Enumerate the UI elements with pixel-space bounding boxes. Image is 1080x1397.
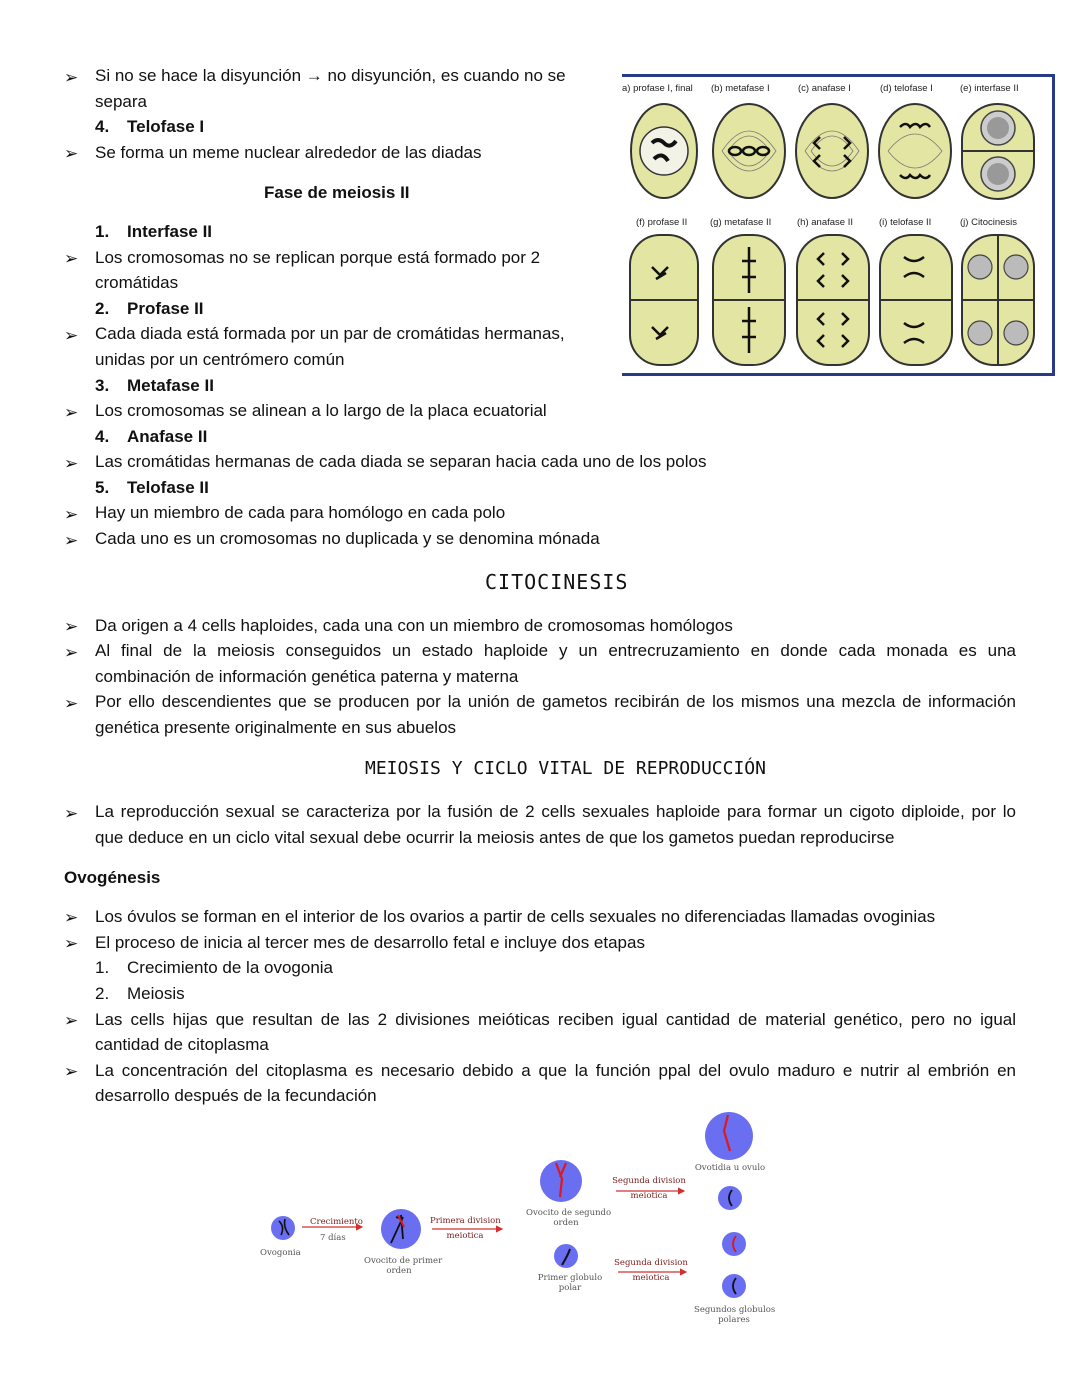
text-line: cantidad de citoplasma <box>95 1035 269 1054</box>
step-label: Meiosis <box>127 984 185 1003</box>
bullet-arrow: ➢ <box>64 531 79 550</box>
text-line: Las cells hijas que resultan de las 2 divisiones meióticas reciben igual cantidad de material genético, pero no igual <box>95 1010 1016 1029</box>
step-number: 4. <box>95 427 110 446</box>
text-line: Las cromátidas hermanas de cada diada se separan hacia cada uno de los polos <box>95 452 707 471</box>
figure-label: (f) profase II <box>636 217 688 228</box>
text-line: Los óvulos se forman en el interior de los ovarios a partir de cells sexuales no diferenciadas llamadas ovoginias <box>95 907 936 926</box>
text-line: Se forma un meme nuclear alrededor de las diadas <box>95 143 482 162</box>
ovogonia-label: Ovogonia <box>260 1248 301 1258</box>
bullet-arrow: ➢ <box>64 68 79 87</box>
text-line: El proceso de inicia al tercer mes de desarrollo fetal e incluye dos etapas <box>95 933 645 952</box>
step-label: Crecimiento de la ovogonia <box>127 958 334 977</box>
text-line: cromátidas <box>95 273 179 292</box>
segunda-division-label <box>612 1176 686 1201</box>
text-line: desarrollo después de la fecundación <box>95 1086 377 1105</box>
cell-anafase-I <box>796 104 868 198</box>
segunda-division-line: meiotica <box>632 1273 670 1283</box>
step-number: 4. <box>95 117 110 136</box>
text-line: Cada diada está formada por un par de cromátidas hermanas, <box>95 324 565 343</box>
figure-label: (h) anafase II <box>797 217 853 228</box>
figure-label: (e) interfase II <box>960 83 1019 94</box>
segunda-division-line: Segunda division <box>614 1258 688 1268</box>
ovocito1-line: orden <box>386 1266 412 1276</box>
crecimiento-label: Crecimiento <box>310 1217 363 1227</box>
figure-label: (c) anafase I <box>798 83 851 94</box>
step-label: Profase II <box>127 299 204 318</box>
segunda-division-line: meiotica <box>630 1191 668 1201</box>
step-label: Metafase II <box>127 376 214 395</box>
dias-label: 7 días <box>320 1233 346 1243</box>
primer-globulo-label <box>534 1273 606 1293</box>
step-label: Telofase I <box>127 117 205 136</box>
figure-label: (g) metafase II <box>710 217 772 228</box>
bullet-arrow: ➢ <box>64 403 79 422</box>
bullet-arrow: ➢ <box>64 505 79 524</box>
bullet-arrow: ➢ <box>64 249 79 268</box>
primer-globulo-line: Primer globulo <box>537 1273 603 1283</box>
text-line: genética presente originalmente en sus abuelos <box>95 718 457 737</box>
segundo-globulo-cell <box>718 1186 742 1210</box>
step-number: 2. <box>95 299 110 318</box>
figure-label: (b) metafase I <box>711 83 770 94</box>
step-number: 1. <box>95 222 110 241</box>
step-number: 3. <box>95 376 110 395</box>
bullet-arrow: ➢ <box>64 144 79 163</box>
ovocito2-line: orden <box>553 1218 579 1228</box>
segunda-division-line: Segunda division <box>612 1176 686 1186</box>
figure-label: (j) Citocinesis <box>960 217 1018 228</box>
step-label: Anafase II <box>127 427 208 446</box>
primera-division-label <box>430 1216 500 1241</box>
primer-globulo-line: polar <box>558 1283 582 1293</box>
text-line: Si no se hace la disyunción → no disyunción, es cuando no se <box>95 66 566 85</box>
figure-label: (d) telofase I <box>880 83 933 94</box>
bullet-arrow: ➢ <box>64 1011 79 1030</box>
section-title: MEIOSIS Y CICLO VITAL DE REPRODUCCIÓN <box>365 758 766 779</box>
ovotidia-label: Ovotidia u ovulo <box>694 1163 766 1173</box>
figure-label: a) profase I, final <box>622 83 693 94</box>
section-heading: Ovogénesis <box>64 868 161 887</box>
text-line: Da origen a 4 cells haploides, cada una con un miembro de cromosomas homólogos <box>95 616 733 635</box>
bullet-arrow: ➢ <box>64 617 79 636</box>
figure-label: (i) telofase II <box>879 217 932 228</box>
bullet-arrow: ➢ <box>64 908 79 927</box>
bullet-arrow: ➢ <box>64 934 79 953</box>
segunda-division-label <box>614 1258 688 1283</box>
segundos-globulos-line: polares <box>718 1315 750 1325</box>
meiosis-cells-drawing <box>622 77 1052 373</box>
text-line: unidas por un centrómero común <box>95 350 345 369</box>
bullet-arrow: ➢ <box>64 804 79 823</box>
bullet-arrow: ➢ <box>64 643 79 662</box>
primera-division-line: meiotica <box>446 1231 484 1241</box>
primera-division-line: Primera division <box>430 1216 501 1226</box>
step-label: Interfase II <box>127 222 213 241</box>
text-line: La reproducción sexual se caracteriza por la fusión de 2 cells sexuales haploide para formar un cigoto diploide, por lo <box>95 802 1016 821</box>
ovogenesis-figure <box>250 1105 790 1335</box>
ovocito2-label <box>526 1208 612 1228</box>
text-line: Al final de la meiosis conseguidos un estado haploide y un entrecruzamiento en donde cada monada es una <box>95 641 1016 660</box>
ovocito1-line: Ovocito de primer <box>364 1256 443 1266</box>
text-line: Los cromosomas se alinean a lo largo de la placa ecuatorial <box>95 401 547 420</box>
text-line: Hay un miembro de cada para homólogo en cada polo <box>95 503 506 522</box>
ovocito1-label <box>364 1256 443 1276</box>
step-label: Telofase II <box>127 478 209 497</box>
ovotidia-cell <box>705 1112 753 1160</box>
meiosis-figure <box>622 74 1055 376</box>
segundo-globulo-cell <box>722 1232 746 1256</box>
step-number: 5. <box>95 478 110 497</box>
text-line: Cada uno es un cromosomas no duplicada y se denomina mónada <box>95 529 600 548</box>
text-line: que deduce en un ciclo vital sexual debe ocurrir la meiosis antes de que los gametos puedan reproducirse <box>95 828 895 847</box>
ovocito2-line: Ovocito de segundo <box>526 1208 612 1218</box>
text-line: Los cromosomas no se replican porque está formado por 2 <box>95 248 541 267</box>
segundo-globulo-cell <box>722 1274 746 1298</box>
text-line: Por ello descendientes que se producen por la unión de gametos recibirán de los mismos una mezcla de información <box>95 692 1016 711</box>
text-line: combinación de información genética paterna y materna <box>95 667 519 686</box>
bullet-arrow: ➢ <box>64 694 79 713</box>
text-line: separa <box>95 92 147 111</box>
section-title: CITOCINESIS <box>485 570 629 594</box>
cell-metafase-I <box>713 104 785 198</box>
bullet-arrow: ➢ <box>64 326 79 345</box>
section-heading: Fase de meiosis II <box>264 183 410 202</box>
step-number: 2. <box>95 984 110 1003</box>
bullet-arrow: ➢ <box>64 454 79 473</box>
segundos-globulos-label <box>694 1305 774 1325</box>
bullet-arrow: ➢ <box>64 1062 79 1081</box>
text-line: La concentración del citoplasma es necesario debido a que la función ppal del ovulo maduro e nutrir al embrión en <box>95 1061 1016 1080</box>
segundos-globulos-line: Segundos globulos <box>694 1305 776 1315</box>
step-number: 1. <box>95 958 110 977</box>
cell-telofase-I <box>879 104 951 198</box>
